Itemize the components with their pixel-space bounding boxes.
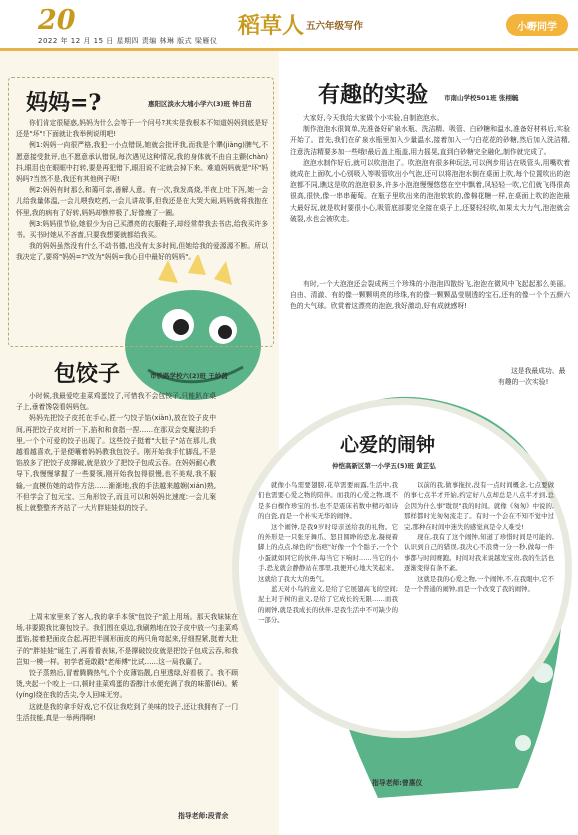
paragraph: 你们肯定很疑惑,妈妈为什么会等于一个问号?其实是我根本不知道妈妈到底是好还是"坏"!下面就让我举例说明吧!	[16, 119, 268, 139]
page-number: 20	[38, 5, 76, 36]
paragraph: 例1:妈妈一向很严格,我犯一小点错误,她就会批评我,而我是个犟(jiàng)脾气,不愿意接受批评,也不愿意承认错误,每次遇见这种情况,我的身体就不由自主颤(chàn)抖,眼泪也在眼眶中打转,要是再犯错下,眼泪说不定就会掉下来。难道妈妈就是"坏"妈妈吗?当然不是,我还有其他例子呢!	[16, 141, 268, 184]
dumpling-article-title: 包饺子	[54, 361, 121, 387]
paragraph: 我的妈妈虽然没有什么不动书德,也没有太多时间,但她给我的爱源源不断。所以我决定了,要将"妈妈=?"改为"妈妈=我心目中最好的妈妈"。	[16, 242, 268, 262]
brand-subtitle: 五六年级写作	[306, 21, 364, 32]
paragraph: 就像小鸟需要翅膀,花草需要雨露,生活中,我们也需要心爱之物的陪伴。而我的心爱之物,既不是多白棵作珍宝的书,也不是震床若数中精巧如诗的白瓷,而是一个朴实无华的闹钟。	[258, 481, 398, 521]
paragraph: 泡泡水制作好后,就可以吹泡泡了。吹泡泡有很多种玩法,可以例步用沾在吸管头,用嘴吹着就成在上面吹,小心别吸入等吸管吹出小气泡,还可以将泡泡水倒在桌面上吹,每个位置吹出的泡泡都不同,瞧这是吹的泡泡很多,许多小泡泡慢慢悠悠在空中飘着,风轻轻一吹,它们就飞得很高很高,很快,像一串串葡萄。在瓶子里吹出来的泡泡软软的,像棉花糖一样,在桌面上吹的泡泡最大最好玩,就是吹时要很小心,吸管底部要完全接在桌子上,还要轻轻吹,如果太大力气,泡泡就会破裂,水也会被吹走。	[290, 158, 570, 223]
paragraph: 例3:妈妈很节俭,她很少为自己买漂亮的衣服鞋子,却经常带我去书店,给我买许多书。买书时她从不吝啬,只要我想要就都给我买。	[16, 219, 268, 240]
dumpling-article-byline: 市铁路学校六(2)班 王妙茵	[150, 372, 228, 380]
clock-article-col2	[404, 480, 554, 594]
dumpling-article-teacher: 指导老师:段青余	[178, 812, 229, 820]
clock-article-byline: 仲恺高新区第一小学五(5)班 黄芷弘	[332, 462, 436, 470]
paragraph: 大家好,今天我给大家做个小实验,自制泡泡水。	[303, 114, 444, 122]
paragraph: 这就是我的拿手好戏,它不仅让我吃到了美味的饺子,还让我拥有了一门生活技能,真是一举两得啊!	[16, 702, 238, 722]
experiment-article-title: 有趣的实验	[318, 82, 429, 108]
clock-article-title: 心爱的闹钟	[340, 434, 436, 456]
paragraph: 这个闹钟,是我9岁时母亲送给我的礼物。它的外形是一只张牙舞爪、怒目圆睁的恐龙,凝视着脚上的点点,绿色的"伤疤"好像一个个骷子,一个个小蛋就如同它的伙伴,每当它下响时……当它的小手,恐龙就会静静站在那里,我便开心地大笑起来。这就给了我大大的勇气。	[258, 522, 398, 583]
paragraph: 蓝天对小鸟的意义,是给了它展翅高飞的空间;泥土对于树的意义,是给了它成长的无限……而我的闹钟,就是我成长的伙伴,是我生活中不可缺少的一部分。	[258, 585, 398, 625]
brand-logo: 小嘢同学	[506, 14, 568, 36]
clock-article-col1	[258, 480, 398, 626]
paragraph: 小时候,我最爱吃韭菜鸡蛋饺了,可惜我不会包饺子,只能趴在桌子上,垂着馋袋看妈妈包。	[16, 392, 216, 412]
paragraph: 上周末家里来了客人,我的拿手本领"包饺子"派上用场。那天我妹妹在场,非要跟我比赛包饺子。我们围在桌边,我刷熟地在饺子皮中放一勺韭菜鸡蛋馅,接着把面皮合起,再把半圆形面皮的两只角弯起来,仔细捏紧,挺着大肚子的"胖娃娃"诞生了,再看看表妹,不是撑破饺皮就是把饺子包成云吞,和我岂知一模一样。初学者竟敢戳"老师傅"比试……这一局我赢了。	[16, 613, 238, 666]
clock-article-teacher: 指导老师:曾惠仪	[372, 779, 423, 787]
experiment-article-body	[290, 113, 570, 225]
experiment-article-closing	[498, 366, 570, 388]
mum-article-title: 妈妈=?	[26, 90, 102, 116]
paragraph: 有时,一个大泡泡还会裂成两三个珍珠的小泡泡四散纷飞,泡泡在微风中飞起起那么美丽。自由、清澈、有的像一颗颗明亮的珍珠,有的像一颗颗晶莹剔透的宝石,还有的像一个个五颜六色的大气球。欣赏着这漂亮的泡泡,我好激动,好有成就感呀!	[290, 280, 570, 311]
paragraph: 饺子蒸熟后,冒着腾腾热气,个个皮薄馅靓,白里透绿,好看极了。我不顾烫,夹起一个咬上一口,顿时韭菜鸡蛋的香醇汁水便充满了我的味蕾(lěi)。紫(yíng)绕在我的舌尖,令人回味无穷。	[16, 669, 238, 700]
mum-article-byline: 惠阳区淡水大埔小学六(3)班 钟日苗	[148, 100, 252, 108]
dumpling-article-body-bottom	[16, 612, 238, 724]
brand-title: 稻草人	[238, 13, 305, 39]
paragraph: 例2:妈妈有时那么和蔼可亲,善解人意。有一次,我发高烧,半夜上吐下泻,她一会儿给我量体温,一会儿喂我吃药,一会儿讲故事,但我还是在大哭大闹,妈妈就将我抱在怀里,我的病有了好转,妈妈却憔悴极了,好像瘦了一圈。	[16, 186, 268, 217]
paragraph: 这就是我的心爱之物,一个闹钟,不,在我眼中,它不是一个普通的闹钟,而是一个改变了我的闹钟。	[404, 574, 554, 594]
paragraph: 妈妈先把饺子皮托在手心,匠一勺饺子馅(xiàn),放在饺子皮中间,再把饺子皮对折一下,掐和和食指一捏……在那双会变魔法的手里,一个个可爱的饺子出现了。这些饺子挺着"大肚子"站在那儿,我越看越喜欢,于是便嚷着妈妈教我包饺子。刚开始我手忙脚乱,不是馅放多了把饺子皮撑破,就是放少了把饺子包成云吞。在妈妈耐心教导下,我慢慢掌握了一些要领,刚开始我包得很慢,也不美观,我不服输,一直模仿她的动作方法……渐渐地,我的手法越来越娴(xián)熟,不但学会了包元宝、三角形饺子,而且可以和妈妈比速度:一会儿案板上就整整齐齐站了一大片胖娃娃似的饺子。	[16, 414, 216, 513]
experiment-article-body-end	[290, 279, 570, 313]
mum-article-body	[16, 118, 268, 264]
dumpling-article-body-top	[16, 391, 216, 514]
experiment-article-byline: 市南山学校501班 张栩毓	[444, 94, 519, 102]
paragraph: 制作泡泡水很简单,先准备好矿泉水瓶、洗洁精、吸管、白砂糖和温水,准备好材料后,实验开始了。首先,我们在矿泉水瓶里加入少量温水,接着加入一勺白花花的砂糖,然后加入洗洁精,注意洗洁精要多加一些哦!最后盖上瓶盖,用力摇晃,直到白砂糖完全融化,制作就完成了。	[290, 125, 570, 156]
paragraph: 以前的我,做事拖拉,没有一点时间概念,七点要做的事七点半才开始,约定好八点却总是八点半才到,总会因为什么事"耽误"我的时间。就像《匆匆》中说的,那样都时光匆匆流走了。有时一个会在不知不觉中过完,那种在时间中迷失的感觉真是令人难受!	[404, 481, 554, 531]
date-line: 2022 年 12 月 15 日 星期四 责编 林琳 版式 梁雁仪	[38, 37, 218, 45]
paragraph: 这是我最成功、最有趣的一次实验!	[498, 367, 566, 387]
paragraph: 现在,我有了这个闹钟,知道了珍惜时间是可能的,认识到自己的错误,我决心不浪费一分一秒,做每一件事都与时间赛跑。时间对我来说越发宝贵,我的生活也逐渐变得有条不紊。	[404, 533, 554, 573]
